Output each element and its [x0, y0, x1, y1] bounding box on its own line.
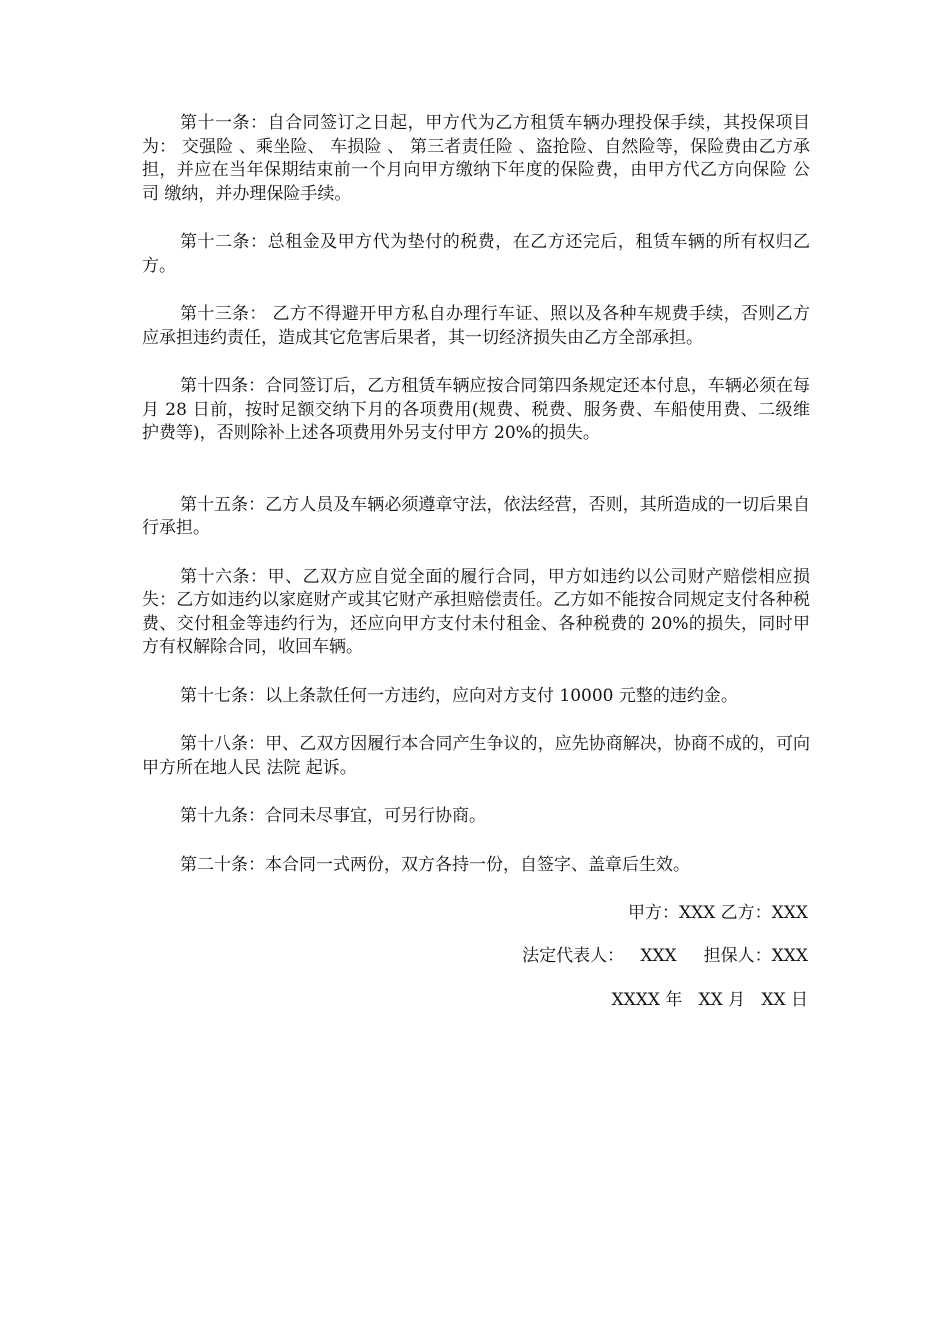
- signature-representatives: 法定代表人： XXX 担保人：XXX: [522, 946, 808, 966]
- clause-19: 第十九条：合同未尽事宜，可另行协商。: [180, 806, 486, 826]
- clause-17: 第十七条：以上条款任何一方违约，应向对方支付 10000 元整的违约金。: [180, 685, 738, 706]
- clause-20: 第二十条：本合同一式两份，双方各持一份，自签字、盖章后生效。: [180, 854, 690, 875]
- signature-parties: 甲方：XXX 乙方：XXX: [627, 903, 808, 923]
- clause-18: 第十八条：甲、乙双方因履行本合同产生争议的，应先协商解决，协商不成的，可向甲方所在地人民 法院 起诉。: [142, 734, 810, 778]
- contract-body: [142, 112, 810, 1012]
- clause-16: 第十六条：甲、乙双方应自觉全面的履行合同，甲方如违约以公司财产赔偿相应损失：乙方如违约以家庭财产或其它财产承担赔偿责任。乙方如不能按合同规定支付各种税费、交付租金等违约行为，还应向甲方支付未付租金、各种税费的 20%的损失，同时甲方有权解除合同，收回车辆。: [142, 566, 810, 657]
- clause-15: 第十五条：乙方人员及车辆必须遵章守法，依法经营，否则，其所造成的一切后果自行承担。: [142, 494, 810, 538]
- signature-block: [142, 902, 810, 1012]
- clause-11: 第十一条：自合同签订之日起，甲方代为乙方租赁车辆办理投保手续，其投保项目为： 交强险 、乘坐险、 车损险 、 第三者责任险 、盗抢险、自然险等，保险费由乙方承担，并应在当年保期结束前一个月向甲方缴纳下年度的保险费，由甲方代乙方向保险 公司 缴纳，并办理保险手续。: [142, 113, 810, 204]
- signature-date: XXXX 年 XX 月 XX 日: [611, 990, 808, 1010]
- clause-12: 第十二条：总租金及甲方代为垫付的税费，在乙方还完后，租赁车辆的所有权归乙方。: [142, 232, 810, 276]
- clause-13: 第十三条： 乙方不得避开甲方私自办理行车证、照以及各种车规费手续，否则乙方应承担违约责任，造成其它危害后果者，其一切经济损失由乙方全部承担。: [142, 304, 810, 348]
- clause-14: 第十四条：合同签订后，乙方租赁车辆应按合同第四条规定还本付息，车辆必须在每月 28 日前，按时足额交纳下月的各项费用(规费、税费、服务费、车船使用费、二级维护费等)，否则除补上述各项费用外另支付甲方 20%的损失。: [142, 376, 810, 443]
